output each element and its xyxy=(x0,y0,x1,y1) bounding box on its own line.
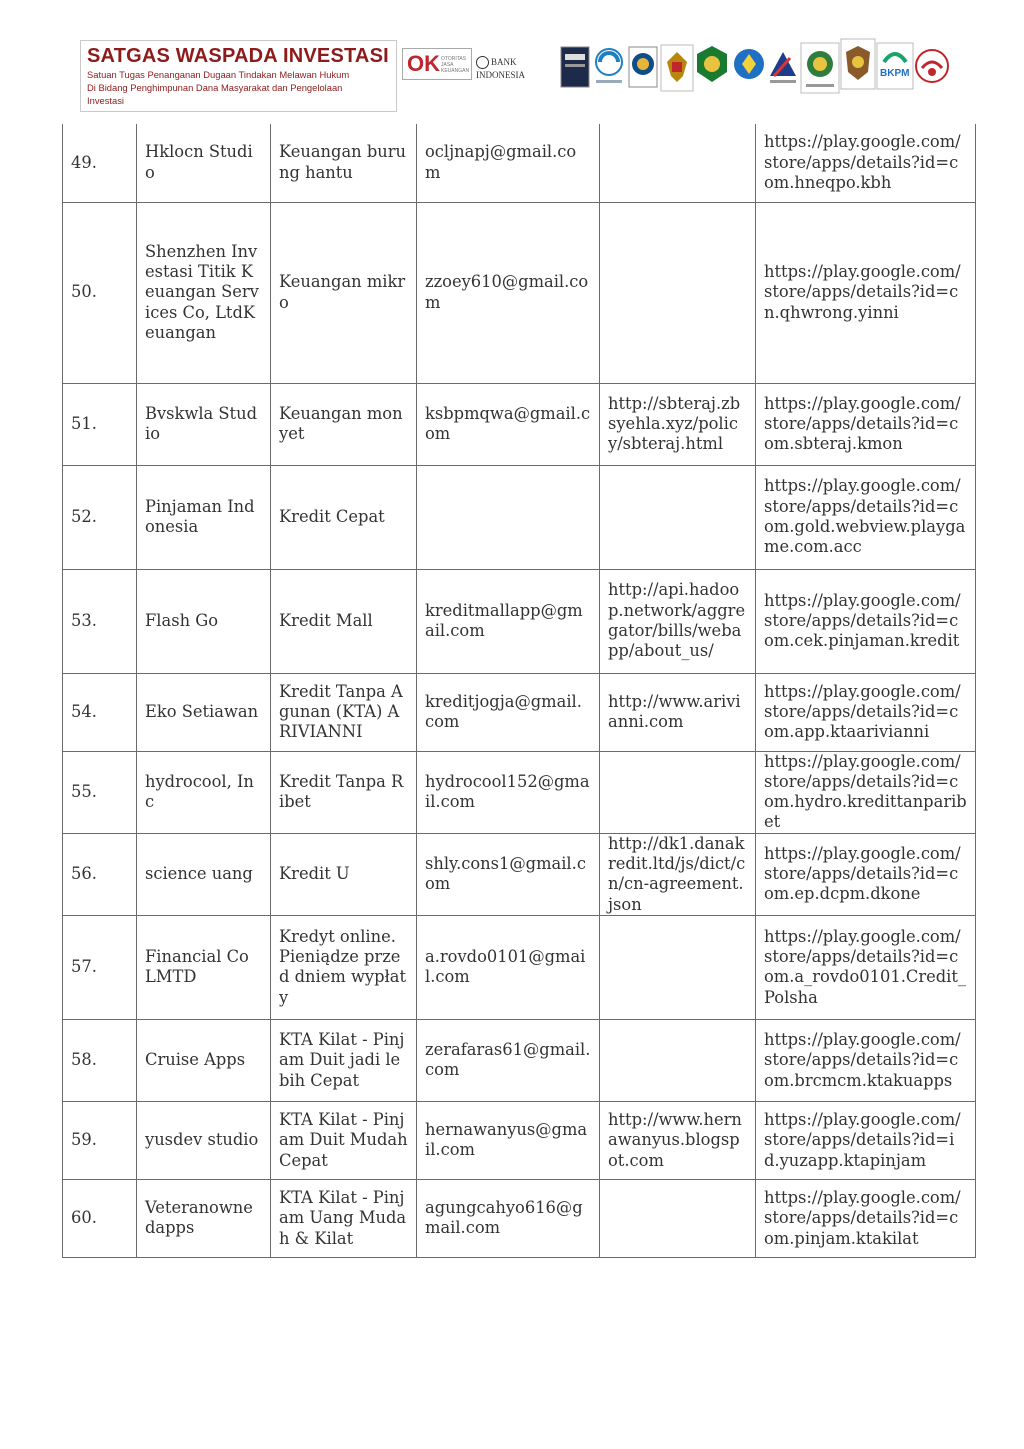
kemenag-logo-icon xyxy=(694,44,730,84)
website-cell: http://www.hernawanyus.blogspot.com xyxy=(600,1101,756,1179)
platform-url-cell: https://play.google.com/store/apps/details?id=id.yuzapp.ktapinjam xyxy=(756,1101,976,1179)
platform-url-cell: https://play.google.com/store/apps/details?id=com.ep.dcpm.dkone xyxy=(756,833,976,915)
kemendag-logo-icon xyxy=(628,46,658,88)
email-cell: hydrocool152@gmail.com xyxy=(417,751,600,833)
website-cell xyxy=(600,915,756,1019)
owner-cell: Eko Setiawan xyxy=(137,673,271,751)
satgas-title: SATGAS WASPADA INVESTASI xyxy=(87,45,389,67)
owner-cell: Flash Go xyxy=(137,569,271,673)
kemendikbud-logo-icon xyxy=(732,46,766,84)
row-number: 50. xyxy=(63,202,137,383)
bank-indonesia-text: BANK INDONESIA xyxy=(476,57,525,81)
ojk-mark: OK xyxy=(407,51,440,76)
table-row xyxy=(63,1101,976,1179)
table-row xyxy=(63,1179,976,1257)
investment-list-table xyxy=(62,124,976,1258)
table-row xyxy=(63,202,976,383)
satgas-subtitle-line-1: Satuan Tugas Penanganan Dugaan Tindakan Melawan Hukum xyxy=(87,69,350,80)
bkpm-logo-text: BKPM xyxy=(880,68,910,79)
kemenkop-logo-icon xyxy=(766,46,800,88)
row-number: 60. xyxy=(63,1179,137,1257)
owner-cell: Bvskwla Studio xyxy=(137,383,271,465)
row-number: 49. xyxy=(63,124,137,202)
satgas-header-box xyxy=(80,40,397,112)
entity-name-cell: Kredit U xyxy=(271,833,417,915)
owner-cell: Pinjaman Indonesia xyxy=(137,465,271,569)
kejaksaan-logo-icon xyxy=(800,42,840,94)
kominfo-logo-icon xyxy=(592,46,626,88)
website-cell xyxy=(600,1179,756,1257)
row-number: 56. xyxy=(63,833,137,915)
owner-cell: Shenzhen Investasi Titik Keuangan Services Co, LtdKeuangan xyxy=(137,202,271,383)
row-number: 55. xyxy=(63,751,137,833)
bank-indonesia-emblem-icon xyxy=(476,56,489,69)
entity-name-cell: KTA Kilat - Pinjam Duit jadi lebih Cepat xyxy=(271,1019,417,1101)
owner-cell: Financial Co LMTD xyxy=(137,915,271,1019)
lps-logo-icon xyxy=(914,46,950,86)
email-cell: zerafaras61@gmail.com xyxy=(417,1019,600,1101)
website-cell xyxy=(600,124,756,202)
table-row xyxy=(63,465,976,569)
entity-name-cell: Keuangan burung hantu xyxy=(271,124,417,202)
owner-cell: hydrocool, Inc xyxy=(137,751,271,833)
ojk-logo-text: OTORITAS JASA KEUANGAN xyxy=(441,56,470,74)
website-cell xyxy=(600,1019,756,1101)
website-cell xyxy=(600,202,756,383)
platform-url-cell: https://play.google.com/store/apps/details?id=com.pinjam.ktakilat xyxy=(756,1179,976,1257)
website-cell xyxy=(600,751,756,833)
platform-url-cell: https://play.google.com/store/apps/details?id=com.cek.pinjaman.kredit xyxy=(756,569,976,673)
table-row xyxy=(63,1019,976,1101)
owner-cell: Hklocn Studio xyxy=(137,124,271,202)
row-number: 54. xyxy=(63,673,137,751)
owner-cell: Veteranowne dapps xyxy=(137,1179,271,1257)
table-row xyxy=(63,569,976,673)
agency-logos xyxy=(402,42,962,96)
entity-name-cell: KTA Kilat - Pinjam Duit Mudah Cepat xyxy=(271,1101,417,1179)
website-cell: http://www.arivianni.com xyxy=(600,673,756,751)
table-row xyxy=(63,751,976,833)
row-number: 57. xyxy=(63,915,137,1019)
platform-url-cell: https://play.google.com/store/apps/details?id=com.a_rovdo0101.Credit_Polsha xyxy=(756,915,976,1019)
entity-name-cell: Kredit Tanpa Ribet xyxy=(271,751,417,833)
bank-indonesia-logo xyxy=(476,56,560,81)
row-number: 51. xyxy=(63,383,137,465)
email-cell: ocljnapj@gmail.com xyxy=(417,124,600,202)
email-cell: kreditjogja@gmail.com xyxy=(417,673,600,751)
entity-name-cell: Kredyt online. Pieniądze przed dniem wypłaty xyxy=(271,915,417,1019)
website-cell xyxy=(600,465,756,569)
website-cell: http://dk1.danakredit.ltd/js/dict/cn/cn-agreement.json xyxy=(600,833,756,915)
owner-cell: Cruise Apps xyxy=(137,1019,271,1101)
entity-name-cell: Kredit Mall xyxy=(271,569,417,673)
owner-cell: science uang xyxy=(137,833,271,915)
row-number: 59. xyxy=(63,1101,137,1179)
table-row xyxy=(63,673,976,751)
owner-cell: yusdev studio xyxy=(137,1101,271,1179)
entity-name-cell: Kredit Cepat xyxy=(271,465,417,569)
satgas-subtitle-line-2: Di Bidang Penghimpunan Dana Masyarakat dan Pengelolaan xyxy=(87,82,343,93)
entity-name-cell: Keuangan monyet xyxy=(271,383,417,465)
platform-url-cell: https://play.google.com/store/apps/details?id=com.sbteraj.kmon xyxy=(756,383,976,465)
email-cell: zzoey610@gmail.com xyxy=(417,202,600,383)
table-row xyxy=(63,124,976,202)
email-cell: agungcahyo616@gmail.com xyxy=(417,1179,600,1257)
row-number: 52. xyxy=(63,465,137,569)
email-cell: kreditmallapp@gmail.com xyxy=(417,569,600,673)
row-number: 58. xyxy=(63,1019,137,1101)
platform-url-cell: https://play.google.com/store/apps/details?id=com.hydro.kredittanparibet xyxy=(756,751,976,833)
platform-url-cell: https://play.google.com/store/apps/details?id=com.app.ktaarivianni xyxy=(756,673,976,751)
entity-name-cell: Keuangan mikro xyxy=(271,202,417,383)
table-row xyxy=(63,915,976,1019)
website-cell: http://sbteraj.zbsyehla.xyz/policy/sbteraj.html xyxy=(600,383,756,465)
website-cell: http://api.hadoop.network/aggregator/bills/webapp/about_us/ xyxy=(600,569,756,673)
table-row xyxy=(63,833,976,915)
email-cell xyxy=(417,465,600,569)
garuda-logo-icon xyxy=(660,44,694,92)
polri-logo-icon xyxy=(840,38,876,90)
bkpm-logo-icon xyxy=(876,42,914,90)
ojk-logo xyxy=(402,48,472,80)
platform-url-cell: https://play.google.com/store/apps/details?id=com.gold.webview.playgame.com.acc xyxy=(756,465,976,569)
email-cell: ksbpmqwa@gmail.com xyxy=(417,383,600,465)
table-row xyxy=(63,383,976,465)
email-cell: shly.cons1@gmail.com xyxy=(417,833,600,915)
row-number: 53. xyxy=(63,569,137,673)
email-cell: a.rovdo0101@gmail.com xyxy=(417,915,600,1019)
satgas-subtitle-line-3: Investasi xyxy=(87,95,124,106)
entity-name-cell: Kredit Tanpa Agunan (KTA) ARIVIANNI xyxy=(271,673,417,751)
platform-url-cell: https://play.google.com/store/apps/details?id=com.hneqpo.kbh xyxy=(756,124,976,202)
ministry-logo-icon xyxy=(560,46,590,88)
platform-url-cell: https://play.google.com/store/apps/details?id=com.brcmcm.ktakuapps xyxy=(756,1019,976,1101)
email-cell: hernawanyus@gmail.com xyxy=(417,1101,600,1179)
entity-name-cell: KTA Kilat - Pinjam Uang Mudah & Kilat xyxy=(271,1179,417,1257)
platform-url-cell: https://play.google.com/store/apps/details?id=cn.qhwrong.yinni xyxy=(756,202,976,383)
